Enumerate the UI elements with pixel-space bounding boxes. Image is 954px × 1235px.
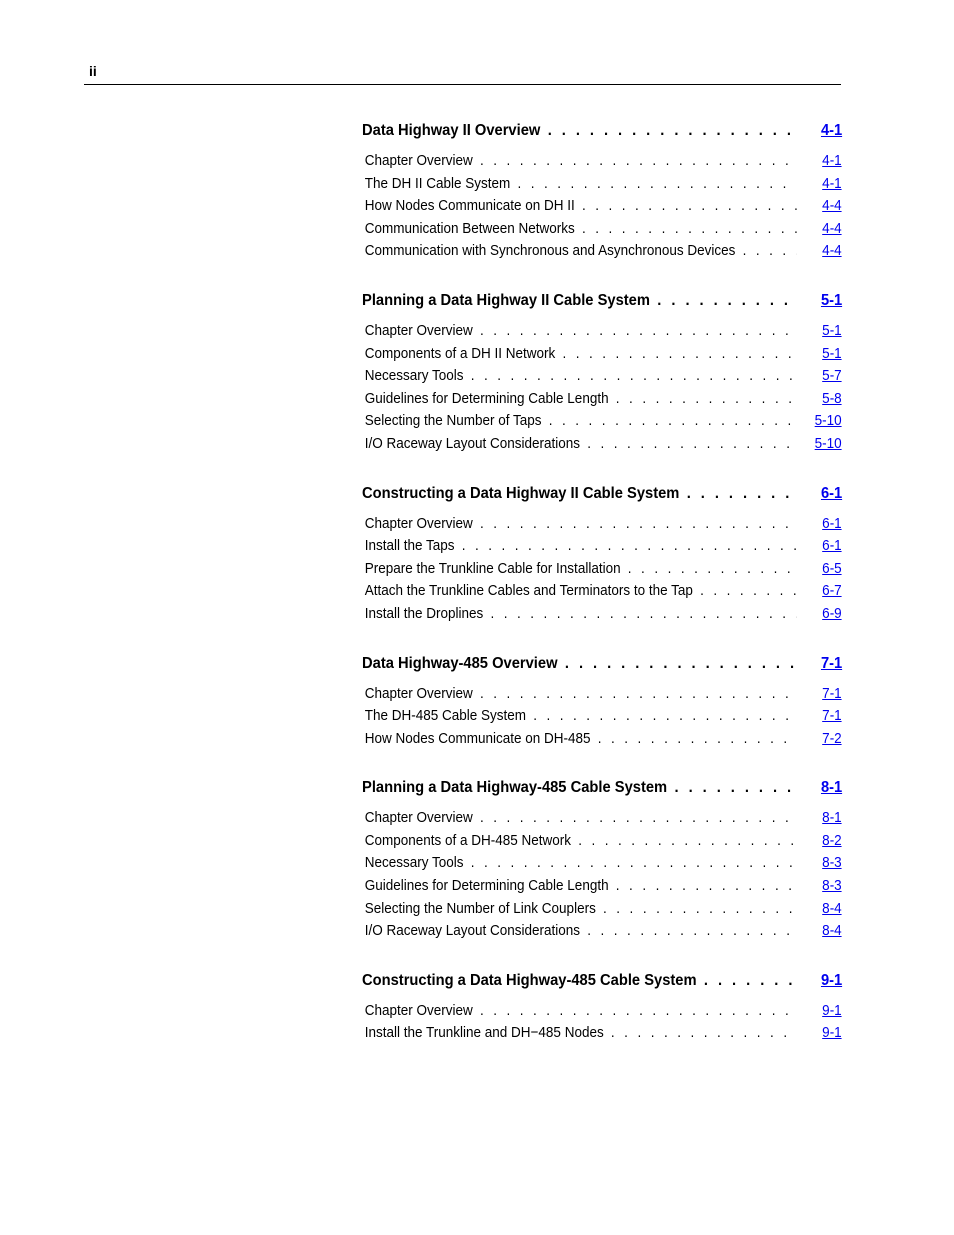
leader-dots: [548, 118, 795, 144]
entry-page-link[interactable]: 7-2: [822, 729, 842, 747]
entry-title: Components of a DH-485 Network: [364, 831, 572, 849]
entry-page-link[interactable]: 7-1: [822, 684, 842, 702]
toc-entry: [362, 830, 842, 853]
toc-entry: [362, 807, 842, 830]
toc-section: [362, 288, 842, 456]
entry-title: Communication with Synchronous and Asynchronous Devices: [364, 242, 736, 260]
entry-page-link[interactable]: 6-1: [822, 537, 842, 555]
leader-dots: [480, 683, 797, 705]
leader-dots: [533, 705, 796, 727]
leader-dots: [598, 728, 797, 750]
entry-page-link[interactable]: 9-1: [822, 1024, 842, 1042]
leader-dots: [687, 481, 795, 507]
entry-page-link[interactable]: 6-1: [822, 514, 842, 532]
entry-title: Chapter Overview: [364, 809, 473, 827]
entry-title: Chapter Overview: [364, 684, 473, 702]
entry-title: Chapter Overview: [364, 1001, 473, 1019]
leader-dots: [490, 603, 796, 625]
leader-dots: [549, 410, 797, 432]
toc-section: [362, 775, 842, 943]
entry-page-link[interactable]: 4-4: [822, 242, 842, 260]
toc-entry: [362, 218, 842, 241]
leader-dots: [471, 852, 797, 874]
toc-entry: [362, 320, 842, 343]
toc-entry: [362, 875, 842, 898]
leader-dots: [704, 968, 794, 994]
leader-dots: [578, 830, 796, 852]
header-rule: [84, 84, 841, 85]
leader-dots: [700, 580, 797, 602]
toc-entry: [362, 150, 842, 173]
chapter-title: Data Highway-485 Overview: [362, 654, 558, 672]
toc-entry: [362, 603, 842, 626]
entry-page-link[interactable]: 8-4: [822, 922, 842, 940]
toc-section: [362, 481, 842, 626]
chapter-page-link[interactable]: 5-1: [820, 291, 843, 309]
entry-title: The DH II Cable System: [364, 174, 511, 192]
entry-title: Prepare the Trunkline Cable for Installation: [364, 559, 621, 577]
chapter-title: Planning a Data Highway II Cable System: [362, 291, 650, 309]
leader-dots: [480, 807, 797, 829]
toc-section: [362, 651, 842, 751]
entry-page-link[interactable]: 8-2: [822, 831, 842, 849]
leader-dots: [616, 875, 797, 897]
chapter-title: Planning a Data Highway-485 Cable System: [362, 779, 668, 797]
leader-dots: [587, 433, 796, 455]
chapter-title: Constructing a Data Highway II Cable System: [362, 484, 680, 502]
toc-entry: [362, 705, 842, 728]
entry-page-link[interactable]: 7-1: [822, 707, 842, 725]
leader-dots: [603, 898, 797, 920]
toc-entry: [362, 195, 842, 218]
toc-entry: [362, 1022, 842, 1045]
entry-title: How Nodes Communicate on DH-485: [364, 729, 591, 747]
entry-page-link[interactable]: 8-4: [822, 899, 842, 917]
toc-chapter-heading: [362, 481, 842, 509]
toc-entry: [362, 388, 842, 411]
entry-title: Install the Taps: [364, 537, 455, 555]
entry-title: Guidelines for Determining Cable Length: [364, 389, 609, 407]
entry-page-link[interactable]: 8-1: [822, 809, 842, 827]
entry-title: Install the Droplines: [364, 604, 484, 622]
leader-dots: [674, 775, 794, 801]
entry-title: The DH-485 Cable System: [364, 707, 527, 725]
entry-page-link[interactable]: 5-1: [822, 321, 842, 339]
chapter-page-link[interactable]: 7-1: [820, 654, 843, 672]
chapter-page-link[interactable]: 9-1: [820, 971, 843, 989]
entry-title: Necessary Tools: [364, 854, 464, 872]
toc-entry: [362, 580, 842, 603]
entry-title: Attach the Trunkline Cables and Terminators to the Tap: [364, 582, 693, 600]
entry-page-link[interactable]: 6-9: [822, 604, 842, 622]
entry-page-link[interactable]: 5-10: [814, 434, 842, 452]
entry-page-link[interactable]: 6-5: [822, 559, 842, 577]
leader-dots: [480, 513, 797, 535]
leader-dots: [480, 150, 797, 172]
entry-page-link[interactable]: 8-3: [822, 854, 842, 872]
chapter-page-link[interactable]: 4-1: [820, 122, 843, 139]
toc-entry: [362, 535, 842, 558]
leader-dots: [471, 365, 797, 387]
toc-chapter-heading: [362, 118, 842, 146]
leader-dots: [582, 195, 797, 217]
toc-entry: [362, 365, 842, 388]
entry-title: I/O Raceway Layout Considerations: [364, 434, 581, 452]
leader-dots: [565, 651, 794, 677]
entry-page-link[interactable]: 4-1: [822, 152, 842, 169]
leader-dots: [480, 320, 797, 342]
toc-chapter-heading: [362, 288, 842, 316]
entry-page-link[interactable]: 4-4: [822, 219, 842, 237]
entry-page-link[interactable]: 5-1: [822, 344, 842, 362]
leader-dots: [611, 1022, 797, 1044]
leader-dots: [587, 920, 796, 942]
toc-entry: [362, 1000, 842, 1023]
entry-page-link[interactable]: 4-1: [822, 174, 842, 192]
leader-dots: [657, 288, 794, 314]
leader-dots: [628, 558, 797, 580]
entry-title: Communication Between Networks: [364, 219, 575, 237]
entry-title: Necessary Tools: [364, 367, 464, 385]
entry-page-link[interactable]: 6-7: [822, 582, 842, 600]
entry-page-link[interactable]: 5-7: [822, 367, 842, 385]
table-of-contents: [362, 118, 842, 1070]
toc-entry: [362, 728, 842, 751]
entry-title: Components of a DH II Network: [364, 344, 556, 362]
toc-entry: [362, 898, 842, 921]
toc-entry: [362, 683, 842, 706]
toc-entry: [362, 852, 842, 875]
entry-page-link[interactable]: 5-10: [814, 412, 842, 430]
leader-dots: [517, 173, 796, 195]
entry-title: Install the Trunkline and DH−485 Nodes: [364, 1024, 604, 1042]
entry-page-link[interactable]: 4-4: [822, 197, 842, 215]
entry-page-link[interactable]: 9-1: [822, 1001, 842, 1019]
leader-dots: [562, 343, 796, 365]
leader-dots: [743, 240, 797, 262]
toc-chapter-heading: [362, 968, 842, 996]
entry-title: Chapter Overview: [364, 321, 473, 339]
entry-title: Chapter Overview: [364, 152, 473, 169]
leader-dots: [582, 218, 797, 240]
chapter-title: Data Highway II Overview: [362, 122, 541, 139]
leader-dots: [480, 1000, 797, 1022]
entry-title: Selecting the Number of Link Couplers: [364, 899, 596, 917]
leader-dots: [616, 388, 797, 410]
page-number: ii: [89, 63, 97, 79]
chapter-page-link[interactable]: 8-1: [820, 779, 843, 797]
toc-chapter-heading: [362, 651, 842, 679]
entry-page-link[interactable]: 5-8: [822, 389, 842, 407]
toc-entry: [362, 920, 842, 943]
toc-entry: [362, 513, 842, 536]
toc-section: [362, 968, 842, 1045]
entry-title: How Nodes Communicate on DH II: [364, 197, 575, 215]
toc-entry: [362, 240, 842, 263]
chapter-page-link[interactable]: 6-1: [820, 484, 843, 502]
toc-section: [362, 118, 842, 263]
toc-entry: [362, 433, 842, 456]
toc-entry: [362, 173, 842, 196]
leader-dots: [462, 535, 797, 557]
toc-chapter-heading: [362, 775, 842, 803]
entry-title: Selecting the Number of Taps: [364, 412, 542, 430]
toc-entry: [362, 343, 842, 366]
entry-title: I/O Raceway Layout Considerations: [364, 922, 581, 940]
toc-entry: [362, 558, 842, 581]
entry-title: Guidelines for Determining Cable Length: [364, 877, 609, 895]
entry-page-link[interactable]: 8-3: [822, 877, 842, 895]
entry-title: Chapter Overview: [364, 514, 473, 532]
toc-entry: [362, 410, 842, 433]
chapter-title: Constructing a Data Highway-485 Cable System: [362, 971, 697, 989]
